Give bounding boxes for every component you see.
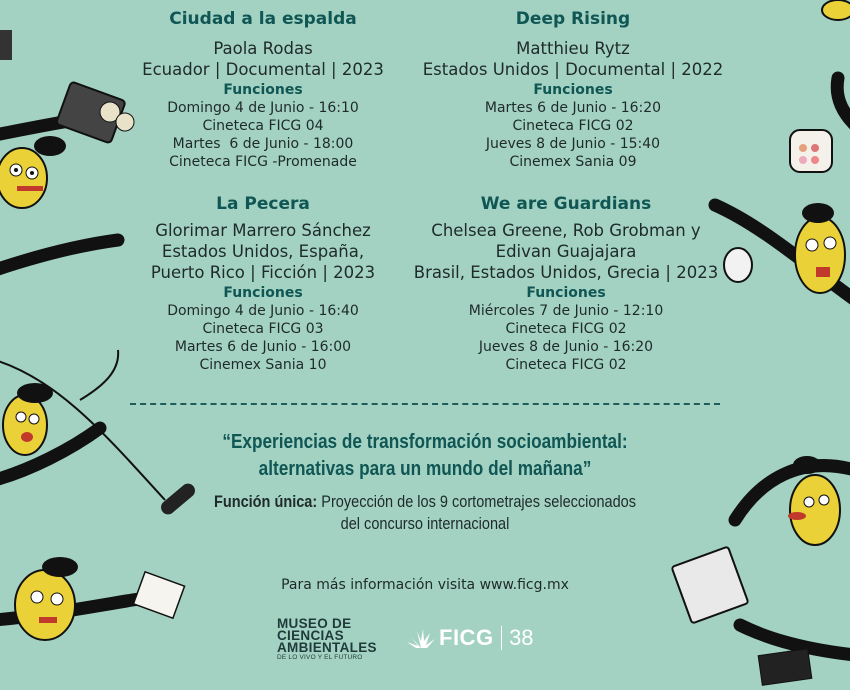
ficg-brand: FICG: [439, 625, 494, 650]
film-info: Puerto Rico | Ficción | 2023: [150, 263, 376, 282]
screening-line: Cineteca FICG 02: [512, 118, 634, 134]
screening-line: Cineteca FICG 02: [505, 357, 627, 373]
screening-line: Cineteca FICG 02: [505, 321, 627, 337]
arm-left-top: [0, 118, 88, 135]
single-screening-label: Función única:: [213, 493, 318, 511]
screening-line: Martes 6 de Junio - 16:00: [174, 339, 352, 355]
ficg-edition-number: 38: [509, 625, 534, 650]
agave-icon: [405, 627, 437, 649]
screening-line: Martes 6 de Junio - 16:20: [484, 100, 662, 116]
museo-logo-line: CIENCIAS: [277, 628, 344, 643]
funciones-heading: Funciones: [223, 285, 303, 301]
screening-line: Domingo 4 de Junio - 16:40: [167, 303, 359, 319]
clapperboard-illustration: [758, 649, 812, 686]
special-program-title-line1: “Experiencias de transformación socioambiental:: [222, 431, 628, 453]
screening-line: Cineteca FICG 04: [202, 118, 324, 134]
character-head-left-3: [15, 557, 78, 640]
arm-right-mid: [715, 205, 850, 300]
film-director: Glorimar Marrero Sánchez: [155, 221, 371, 240]
single-screening-description: Proyección de los 9 cortometrajes seleccionados: [317, 493, 637, 511]
film-card-ciudad-a-la-espalda: [98, 8, 428, 171]
screening-line: Cineteca FICG 03: [202, 321, 324, 337]
single-screening-text-line2: del concurso internacional: [340, 515, 510, 533]
film-title: La Pecera: [216, 194, 310, 214]
film-director: Matthieu Rytz: [516, 39, 630, 58]
funciones-heading: Funciones: [223, 82, 303, 98]
screening-line: Cineteca FICG -Promenade: [169, 154, 357, 170]
museo-logo-line: AMBIENTALES: [277, 640, 377, 655]
film-card-deep-rising: [408, 8, 738, 171]
screening-line: Jueves 8 de Junio - 16:20: [478, 339, 654, 355]
ficg-logo-separator: [501, 626, 503, 650]
funciones-heading: Funciones: [533, 82, 613, 98]
screening-line: Martes 6 de Junio - 18:00: [172, 136, 354, 152]
screening-line: Cinemex Sania 09: [509, 154, 637, 170]
arm-right-bottom: [740, 625, 850, 655]
film-card-we-are-guardians: [401, 193, 731, 374]
dashed-divider: [130, 403, 720, 405]
film-country: Estados Unidos, España,: [161, 242, 365, 261]
film-info: Ecuador | Documental | 2023: [142, 60, 384, 79]
screening-line: Domingo 4 de Junio - 16:10: [167, 100, 359, 116]
ficg-logo: [405, 624, 534, 652]
single-screening-text: [51, 492, 799, 513]
character-head-left-1: [0, 136, 66, 208]
more-info-text: Para más información visita www.ficg.mx: [281, 577, 569, 593]
screening-line: Jueves 8 de Junio - 15:40: [485, 136, 661, 152]
screening-line: Cinemex Sania 10: [199, 357, 327, 373]
film-title: We are Guardians: [480, 194, 652, 214]
compact-mirror-illustration: [790, 130, 832, 172]
film-director: Edivan Guajajara: [495, 242, 637, 261]
arm-left-bottom: [0, 598, 145, 620]
screening-line: Miércoles 7 de Junio - 12:10: [468, 303, 664, 319]
special-program-title-line2: alternativas para un mundo del mañana”: [258, 458, 592, 480]
film-director: Paola Rodas: [213, 39, 313, 58]
film-title: Deep Rising: [515, 9, 631, 29]
character-head-left-2: [3, 383, 53, 455]
museo-ciencias-ambientales-logo: [277, 618, 377, 662]
film-director: Chelsea Greene, Rob Grobman y: [431, 221, 701, 240]
film-info: Estados Unidos | Documental | 2022: [422, 60, 724, 79]
film-card-la-pecera: [98, 193, 428, 374]
character-head-right-1: [795, 203, 845, 293]
museo-logo-subtitle: DE LO VIVO Y EL FUTURO: [277, 654, 363, 661]
film-title: Ciudad a la espalda: [169, 9, 357, 29]
funciones-heading: Funciones: [526, 285, 606, 301]
museo-logo-line: MUSEO DE: [277, 616, 352, 631]
arm-right-top: [837, 78, 850, 125]
film-info: Brasil, Estados Unidos, Grecia | 2023: [413, 263, 719, 282]
